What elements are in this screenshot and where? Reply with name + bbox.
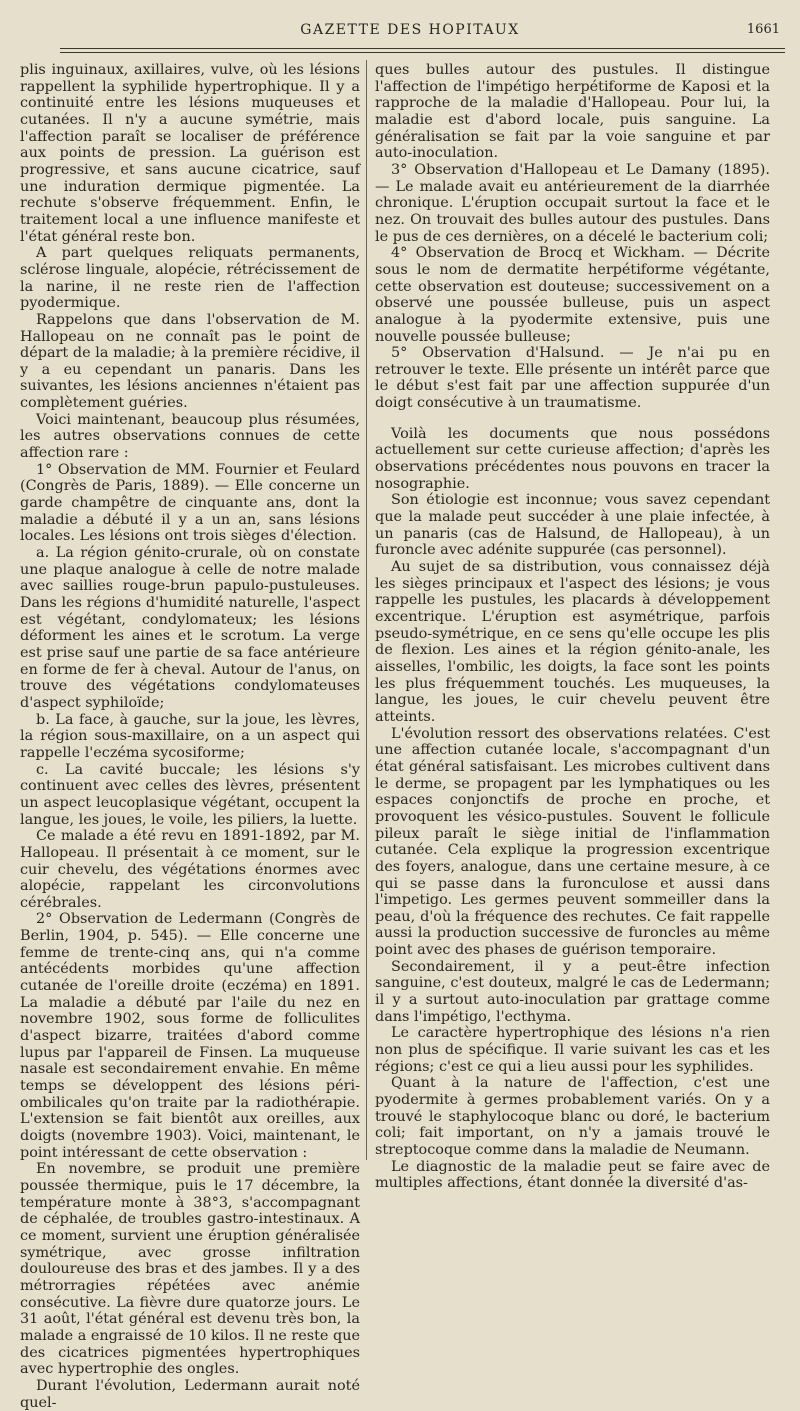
header-rule-thick xyxy=(60,48,785,49)
paragraph: L'évolution ressort des observations relatées. C'est une affection cutanée locale, s'accompagnant d'un état général satisfaisant. Les microbes cultivent dans le derme, se propagent par les lymphatiques ou les espaces conjonctifs de proche en proche, et provoquent les vésico-pustules. Souvent le follicule pileux paraît le siège initial de l'inflammation cutanée. Cela explique la progression excentrique des foyers, analogue, dans une certaine mesure, à ce qui se passe dans la furonculose et aussi dans l'impetigo. Les germes peuvent sommeiller dans la peau, d'où la fréquence des rechutes. Ce fait rappelle aussi la production successive de furoncles au même point avec des phases de guérison temporaire. xyxy=(375,725,770,959)
paragraph: Son étiologie est inconnue; vous savez cependant que la malade peut succéder à une plaie infectée, à un panaris (cas de Halsund, de Hallopeau), à un furoncle avec adénite suppurée (cas personnel). xyxy=(375,492,770,559)
paragraph: Ce malade a été revu en 1891-1892, par M. Hallopeau. Il présentait à ce moment, sur le cuir chevelu, des végétations énormes avec alopécie, rappelant les circonvolutions cérébrales. xyxy=(20,828,360,911)
paragraph: 1° Observation de MM. Fournier et Feulard (Congrès de Paris, 1889). — Elle concerne un garde champêtre de cinquante ans, dont la maladie a débuté il y a un an, sans lésions locales. Les lésions ont trois sièges d'élection. xyxy=(20,461,360,545)
paragraph: 2° Observation de Ledermann (Congrès de Berlin, 1904, p. 545). — Elle concerne une femme de trente-cinq ans, qui n'a comme antécédents morbides qu'une affection cutanée de l'oreille droite (eczéma) en 1891. La maladie a débuté par l'aile du nez en novembre 1902, sous forme de folliculites d'aspect bizarre, traitées d'abord comme lupus par l'appareil de Finsen. La muqueuse nasale est secondairement envahie. En même temps se développent des lésions péri-ombilicales qu'on traite par la radiothérapie. L'extension se fait bientôt aux oreilles, aux doigts (novembre 1903). Voici, maintenant, le point intéressant de cette observation : xyxy=(20,911,360,1161)
column-divider xyxy=(366,60,367,1160)
paragraph: En novembre, se produit une première poussée thermique, puis le 17 décembre, la température monte à 38°3, s'accompagnant de céphalée, de troubles gastro-intestinaux. A ce moment, survient une éruption généralisée symétrique, avec grosse infiltration douloureuse des bras et des jambes. Il y a des métrorragies répétées avec anémie consécutive. La fièvre dure quatorze jours. Le 31 août, l'état général est devenu très bon, la malade a engraissé de 10 kilos. Il ne reste que des cicatrices pigmentées hypertrophiques avec hypertrophie des ongles. xyxy=(20,1161,360,1378)
header-rule-thin xyxy=(60,52,785,53)
paragraph: Voici maintenant, beaucoup plus résumées, les autres observations connues de cette affection rare : xyxy=(20,411,360,462)
paragraph: Secondairement, il y a peut-être infection sanguine, c'est douteux, malgré le cas de Ledermann; il y a surtout auto-inoculation par grattage comme dans l'impétigo, l'ecthyma. xyxy=(375,958,770,1025)
paragraph: 5° Observation d'Halsund. — Je n'ai pu en retrouver le texte. Elle présente un intérêt parce que le début s'est fait par une affection suppurée d'un doigt consécutive à un traumatisme. xyxy=(375,345,770,412)
paragraph: Le caractère hypertrophique des lésions n'a rien non plus de spécifique. Il varie suivant les cas et les régions; c'est ce qui a lieu aussi pour les syphilides. xyxy=(375,1025,770,1075)
paragraph: Voilà les documents que nous possédons actuellement sur cette curieuse affection; d'après les observations précédentes nous pouvons en tracer la nosographie. xyxy=(375,425,770,492)
paragraph: c. La cavité buccale; les lésions s'y continuent avec celles des lèvres, présentent un aspect leucoplasique végétant, occupent la langue, les joues, le voile, les piliers, la luette. xyxy=(20,761,360,828)
paragraph: Au sujet de sa distribution, vous connaissez déjà les sièges principaux et l'aspect des lésions; je vous rappelle les pustules, les placards à développement excentrique. L'éruption est asymétrique, parfois pseudo-symétrique, en ce sens qu'elle occupe les plis de flexion. Les aines et la région génito-anale, les aisselles, l'ombilic, les doigts, la face sont les points les plus fréquemment touchés. Les muqueuses, la langue, les joues, le cuir chevelu peuvent être atteints. xyxy=(375,559,770,725)
paragraph: Durant l'évolution, Ledermann aurait noté quel- xyxy=(20,1377,360,1411)
right-column xyxy=(375,62,770,1192)
paragraph: a. La région génito-crurale, où on constate une plaque analogue à celle de notre malade avec saillies rouge-brun papulo-pustuleuses. Dans les régions d'humidité naturelle, l'aspect est végétant, condylomateux; les lésions déforment les aines et le scrotum. La verge est prise sauf une partie de sa face antérieure en forme de fer à cheval. Autour de l'anus, on trouve des végétations condylomateuses d'aspect syphiloïde; xyxy=(20,545,360,711)
paragraph: b. La face, à gauche, sur la joue, les lèvres, la région sous-maxillaire, on a un aspect qui rappelle l'eczéma sycosiforme; xyxy=(20,711,360,761)
paragraph: ques bulles autour des pustules. Il distingue l'affection de l'impétigo herpétiforme de Kaposi et la rapproche de la maladie d'Hallopeau. Pour lui, la maladie est d'abord locale, puis sanguine. La généralisation se fait par la voie sanguine et par auto-inoculation. xyxy=(375,62,770,162)
paragraph: Le diagnostic de la maladie peut se faire avec de multiples affections, étant donnée la diversité d'as- xyxy=(375,1158,770,1192)
left-column xyxy=(20,62,360,1411)
page-number: 1661 xyxy=(746,22,780,37)
paragraph: plis inguinaux, axillaires, vulve, où les lésions rappellent la syphilide hypertrophique. Il y a continuité entre les lésions muqueuses et cutanées. Il n'y a aucune symétrie, mais l'affection paraît se localiser de préférence aux points de pression. La guérison est progressive, et sans aucune cicatrice, sauf une induration dermique pigmentée. La rechute s'observe fréquemment. Enfin, le traitement local a une influence manifeste et l'état général reste bon. xyxy=(20,62,360,245)
running-header xyxy=(30,22,790,44)
paragraph: Quant à la nature de l'affection, c'est une pyodermite à germes probablement variés. On y a trouvé le staphylocoque blanc ou doré, le bacterium coli; fait important, on n'y a jamais trouvé le streptocoque comme dans la maladie de Neumann. xyxy=(375,1075,770,1158)
paragraph: A part quelques reliquats permanents, sclérose linguale, alopécie, rétrécissement de la narine, il ne reste rien de l'affection pyodermique. xyxy=(20,245,360,312)
paragraph: 3° Observation d'Hallopeau et Le Damany (1895). — Le malade avait eu antérieurement de la diarrhée chronique. L'éruption occupait surtout la face et le nez. On trouvait des bulles autour des pustules. Dans le pus de ces dernières, on a décelé le bacterium coli; xyxy=(375,161,770,245)
journal-title: GAZETTE DES HOPITAUX xyxy=(300,22,520,38)
paragraph: 4° Observation de Brocq et Wickham. — Décrite sous le nom de dermatite herpétiforme végétante, cette observation est douteuse; successivement on a observé une poussée bulleuse, puis un aspect analogue à la pyodermite extensive, puis une nouvelle poussée bulleuse; xyxy=(375,245,770,345)
paragraph: Rappelons que dans l'observation de M. Hallopeau on ne connaît pas le point de départ de la maladie; à la première récidive, il y a eu cependant un panaris. Dans les suivantes, les lésions anciennes n'étaient pas complètement guéries. xyxy=(20,311,360,412)
